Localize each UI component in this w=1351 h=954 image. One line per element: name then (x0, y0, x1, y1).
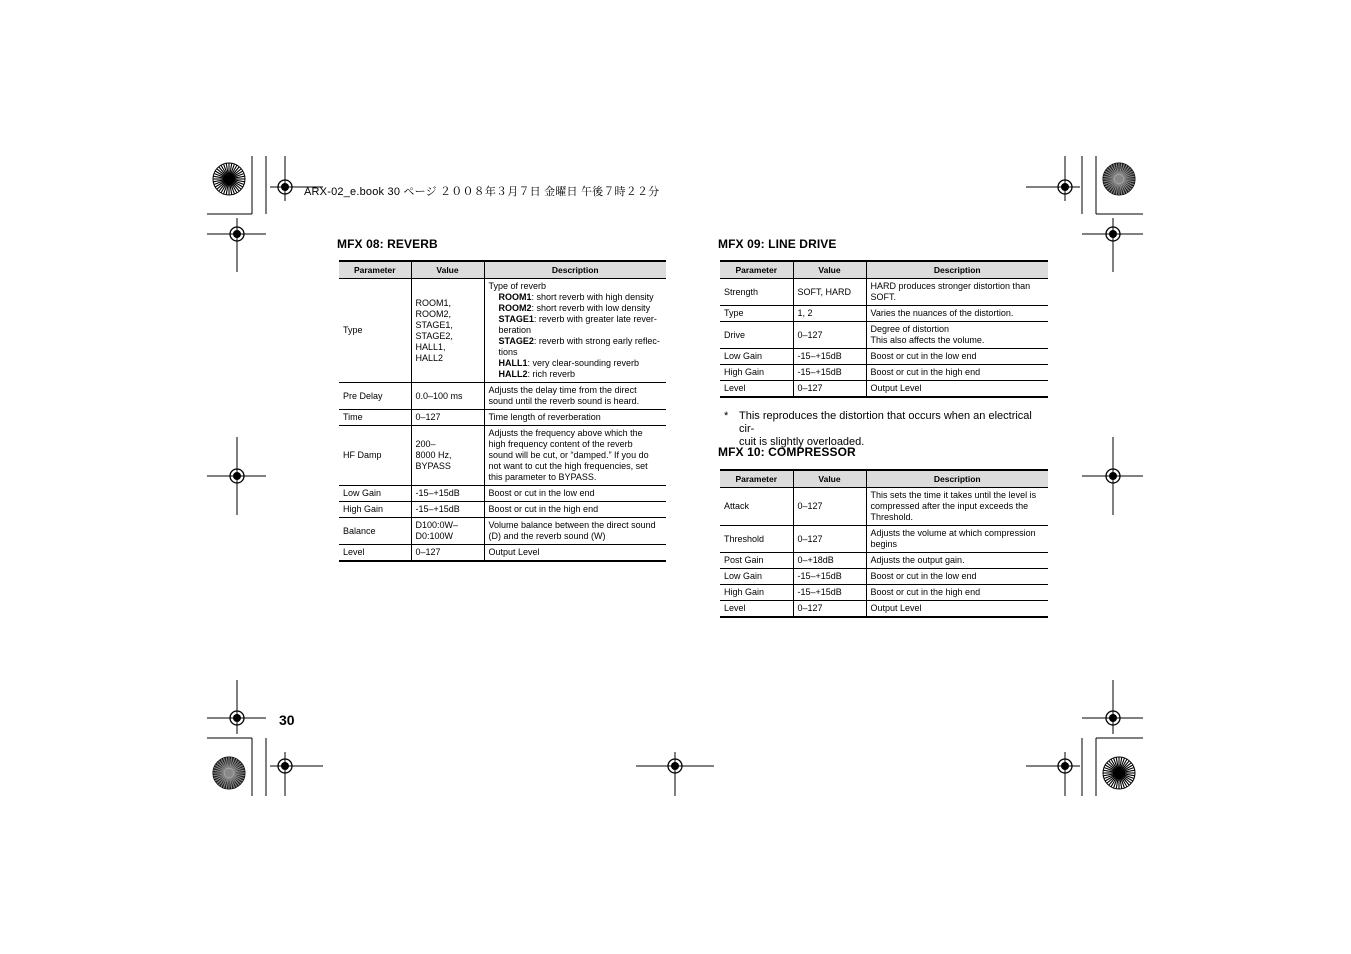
desc-line: sound until the reverb sound is heard. (488, 396, 640, 406)
param-cell: Level (720, 601, 793, 618)
value-line: -15–+15dB (797, 571, 842, 581)
value-cell (793, 585, 866, 601)
value-line: -15–+15dB (797, 587, 842, 597)
value-line: STAGE2, (415, 330, 453, 341)
reverb-type-item (489, 358, 663, 369)
desc-line: this parameter to BYPASS. (488, 472, 597, 482)
value-line: 0–127 (797, 533, 823, 544)
param-cell: Type (339, 279, 411, 383)
column-header: Description (866, 261, 1048, 279)
desc-line: HARD produces stronger distortion than (870, 281, 1031, 291)
desc-line: Varies the nuances of the distortion. (870, 308, 1014, 318)
desc-line: high frequency content of the reverb (488, 439, 633, 449)
table-row (720, 601, 1048, 618)
reverb-type-text: : short reverb with high density (531, 292, 654, 302)
param-cell: Time (339, 410, 411, 426)
reverb-type-name: HALL2 (498, 369, 528, 379)
registration-mark-icon (271, 173, 299, 201)
column-header: Value (793, 470, 866, 488)
desc-line: Boost or cut in the low end (870, 351, 977, 361)
param-cell: Post Gain (720, 553, 793, 569)
reverb-type-name: STAGE2 (498, 336, 534, 346)
desc-cell (866, 365, 1048, 381)
table-row (339, 502, 666, 518)
registration-mark-icon (661, 752, 689, 780)
table-row (720, 322, 1048, 349)
desc-line: Volume balance between the direct sound (488, 520, 656, 530)
value-line: D0:100W (415, 531, 454, 541)
desc-line: Output Level (870, 603, 922, 613)
value-cell (793, 601, 866, 618)
registration-mark-icon (1051, 752, 1079, 780)
reverb-type-name: ROOM2 (498, 303, 532, 313)
table-row (339, 486, 666, 502)
desc-cell (866, 601, 1048, 618)
param-cell: Type (720, 306, 793, 322)
compressor-title: MFX 10: COMPRESSOR (718, 445, 856, 459)
reverb-type-name: HALL1 (498, 358, 528, 368)
value-cell (793, 488, 866, 526)
desc-line: Adjusts the volume at which compression (870, 528, 1036, 538)
value-line: 1, 2 (797, 308, 813, 318)
reverb-type-text: beration (498, 325, 532, 335)
value-line: SOFT, HARD (797, 286, 852, 297)
column-header: Value (793, 261, 866, 279)
value-cell (411, 486, 484, 502)
param-cell: Threshold (720, 526, 793, 553)
value-line: 0.0–100 ms (415, 390, 463, 401)
value-cell (793, 526, 866, 553)
value-line: 8000 Hz, (415, 450, 452, 460)
value-line: 0–127 (797, 383, 823, 393)
registration-mark-icon (221, 218, 253, 250)
line-drive-table (720, 260, 1048, 398)
color-rosette-icon (213, 163, 245, 195)
param-cell: Balance (339, 518, 411, 545)
param-cell: Level (720, 381, 793, 398)
param-cell: HF Damp (339, 426, 411, 486)
column-header: Description (484, 261, 666, 279)
reverb-type-text: : short reverb with low density (531, 303, 651, 313)
registration-mark-icon (1097, 218, 1129, 250)
desc-line: Output Level (488, 547, 540, 557)
desc-line: (D) and the reverb sound (W) (488, 531, 606, 541)
table-row (720, 488, 1048, 526)
desc-line: Adjusts the delay time from the direct (488, 385, 637, 395)
value-line: D100:0W– (415, 520, 459, 530)
table-row (720, 381, 1048, 398)
column-header: Parameter (339, 261, 411, 279)
desc-cell (866, 349, 1048, 365)
reverb-title: MFX 08: REVERB (337, 237, 438, 251)
desc-cell (484, 410, 666, 426)
table-header-row (339, 261, 666, 279)
reverb-type-text: : very clear-sounding reverb (527, 358, 640, 368)
desc-line: Boost or cut in the low end (488, 488, 595, 498)
value-line: 0–127 (797, 501, 823, 511)
column-header: Value (411, 261, 484, 279)
table-row (720, 553, 1048, 569)
value-line: ROOM1, (415, 297, 452, 308)
value-cell (793, 279, 866, 306)
reverb-type-name: ROOM1 (498, 292, 532, 302)
table-header-row (720, 261, 1048, 279)
value-line: 0–+18dB (797, 555, 834, 565)
distortion-note (739, 410, 1049, 449)
registration-mark-icon (221, 460, 253, 492)
desc-cell (866, 279, 1048, 306)
param-cell: Low Gain (339, 486, 411, 502)
value-line: HALL2 (415, 352, 444, 363)
value-line: ROOM2, (415, 308, 452, 319)
desc-line: not want to cut the high frequencies, set (488, 461, 648, 471)
registration-mark-icon (1051, 173, 1079, 201)
desc-line: Boost or cut in the high end (870, 367, 981, 377)
desc-cell (866, 585, 1048, 601)
value-line: 200– (415, 439, 436, 449)
table-row (339, 518, 666, 545)
param-cell: High Gain (720, 585, 793, 601)
value-line: HALL1, (415, 341, 446, 352)
desc-line: Type of reverb (488, 281, 547, 291)
registration-mark-icon (1097, 460, 1129, 492)
reverb-type-name: STAGE1 (498, 314, 534, 324)
desc-cell (866, 488, 1048, 526)
reverb-type-text: tions (498, 347, 518, 357)
value-cell (411, 383, 484, 410)
column-header: Parameter (720, 470, 793, 488)
param-cell: Attack (720, 488, 793, 526)
desc-line: Adjusts the frequency above which the (488, 428, 643, 438)
color-rosette-icon (1103, 757, 1135, 789)
table-row (339, 545, 666, 562)
value-line: -15–+15dB (797, 367, 842, 377)
value-cell (793, 569, 866, 585)
page-number: 30 (279, 712, 295, 728)
value-line: STAGE1, (415, 319, 453, 330)
desc-line: compressed after the input exceeds the (870, 501, 1029, 511)
reverb-type-item (489, 325, 663, 336)
table-row (720, 365, 1048, 381)
value-cell (411, 410, 484, 426)
desc-cell (866, 306, 1048, 322)
value-cell (793, 381, 866, 398)
reverb-type-text: : rich reverb (527, 369, 576, 379)
value-cell (411, 502, 484, 518)
value-line: BYPASS (415, 461, 451, 471)
table-row (720, 306, 1048, 322)
reverb-type-item (489, 369, 663, 380)
reverb-type-item (489, 336, 663, 347)
desc-line: begins (870, 539, 898, 549)
value-cell (411, 279, 484, 383)
param-cell: Level (339, 545, 411, 562)
desc-line: Output Level (870, 383, 922, 393)
desc-cell (484, 279, 666, 383)
line-drive-title: MFX 09: LINE DRIVE (718, 237, 837, 251)
desc-cell (484, 545, 666, 562)
table-row (720, 585, 1048, 601)
table-row (339, 410, 666, 426)
value-line: 0–127 (415, 412, 441, 422)
param-cell: High Gain (720, 365, 793, 381)
value-cell (793, 322, 866, 349)
table-row (339, 426, 666, 486)
param-cell: High Gain (339, 502, 411, 518)
registration-mark-icon (221, 702, 253, 734)
table-row (720, 526, 1048, 553)
value-line: -15–+15dB (797, 351, 842, 361)
reverb-type-item (489, 303, 663, 314)
param-cell: Drive (720, 322, 793, 349)
column-header: Parameter (720, 261, 793, 279)
value-line: -15–+15dB (415, 504, 460, 514)
file-header: ARX-02_e.book 30 ページ ２００８年３月７日 金曜日 午後７時２２分 (304, 186, 660, 198)
note-line: This reproduces the distortion that occurs when an electrical cir- (739, 410, 1032, 435)
desc-cell (484, 426, 666, 486)
table-header-row (720, 470, 1048, 488)
desc-line: This also affects the volume. (870, 335, 985, 345)
value-cell (793, 306, 866, 322)
desc-line: This sets the time it takes until the level is (870, 490, 1037, 500)
table-row (720, 279, 1048, 306)
note-mark: * (724, 410, 729, 422)
desc-cell (866, 569, 1048, 585)
registration-mark-icon (271, 752, 299, 780)
reverb-type-text: : reverb with strong early reflec- (533, 336, 660, 346)
param-cell: Low Gain (720, 569, 793, 585)
desc-line: sound will be cut, or “damped.” If you do (488, 450, 649, 460)
reverb-type-item (489, 347, 663, 358)
table-row (339, 383, 666, 410)
value-cell (793, 553, 866, 569)
compressor-table (720, 469, 1048, 618)
registration-mark-icon (1097, 702, 1129, 734)
value-cell (793, 365, 866, 381)
value-line: 0–127 (415, 547, 441, 557)
color-rosette-icon (213, 757, 245, 789)
value-cell (793, 349, 866, 365)
desc-line: SOFT. (870, 292, 897, 302)
desc-cell (484, 518, 666, 545)
desc-cell (484, 502, 666, 518)
desc-line: Threshold. (870, 512, 914, 522)
reverb-type-item (489, 292, 663, 303)
desc-line: Boost or cut in the high end (870, 587, 981, 597)
desc-cell (484, 383, 666, 410)
desc-line: Boost or cut in the high end (488, 504, 599, 514)
value-cell (411, 545, 484, 562)
table-row (720, 349, 1048, 365)
desc-cell (866, 553, 1048, 569)
desc-cell (866, 526, 1048, 553)
column-header: Description (866, 470, 1048, 488)
value-line: 0–127 (797, 329, 823, 340)
value-line: -15–+15dB (415, 488, 460, 498)
desc-cell (866, 322, 1048, 349)
desc-cell (484, 486, 666, 502)
reverb-table (339, 260, 666, 562)
desc-line: Degree of distortion (870, 324, 950, 334)
desc-cell (866, 381, 1048, 398)
table-row (720, 569, 1048, 585)
desc-line: Adjusts the output gain. (870, 555, 965, 565)
param-cell: Low Gain (720, 349, 793, 365)
note-line: cuit is slightly overloaded. (739, 436, 865, 448)
desc-line: Boost or cut in the low end (870, 571, 977, 581)
value-cell (411, 426, 484, 486)
param-cell: Strength (720, 279, 793, 306)
reverb-type-item (489, 314, 663, 325)
desc-line: Time length of reverberation (488, 412, 601, 422)
color-rosette-icon (1103, 163, 1135, 195)
value-cell (411, 518, 484, 545)
param-cell: Pre Delay (339, 383, 411, 410)
reverb-type-text: : reverb with greater late rever- (533, 314, 657, 324)
table-row (339, 279, 666, 383)
value-line: 0–127 (797, 603, 823, 613)
